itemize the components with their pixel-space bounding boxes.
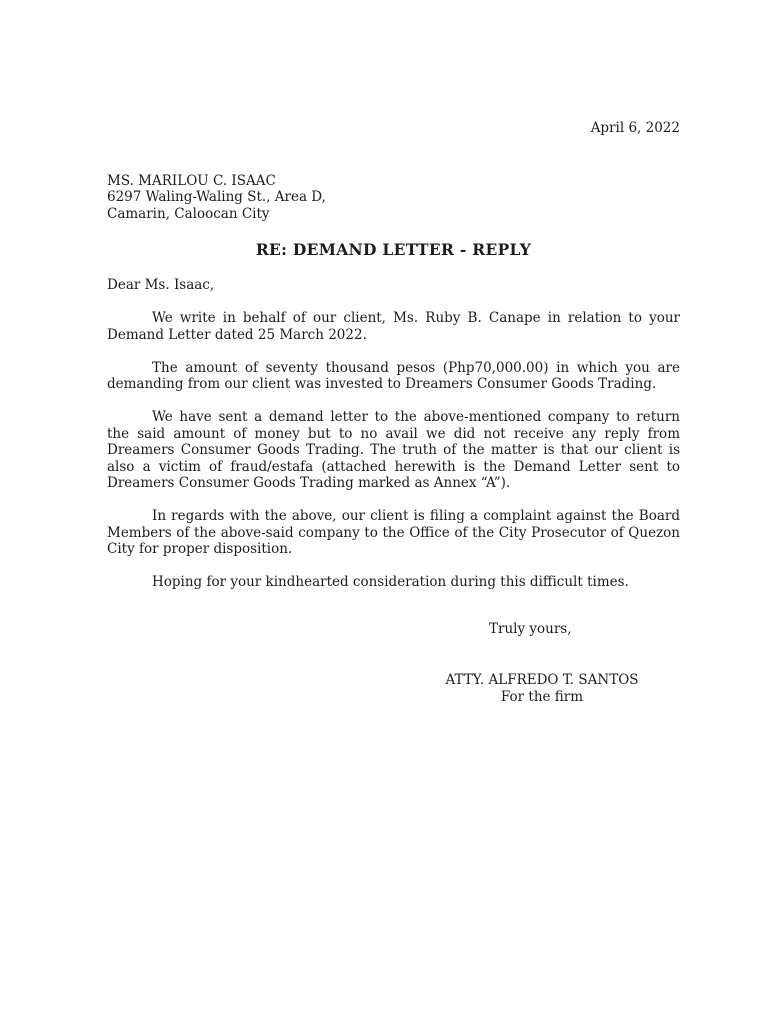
closing: Truly yours,	[489, 620, 572, 637]
recipient-name: MS. MARILOU C. ISAAC	[107, 172, 276, 189]
letter-paragraph: In regards with the above, our client is filing a complaint against the Board Members of the above-said company to the Office of the City Prosecutor of Quezon City for proper disposition.	[107, 508, 680, 557]
signatory-title: For the firm	[500, 688, 584, 705]
letter-content	[107, 0, 680, 705]
salutation: Dear Ms. Isaac,	[107, 277, 215, 293]
letter-date: April 6, 2022	[590, 120, 680, 136]
recipient-address-line-1: 6297 Waling-Waling St., Area D,	[107, 189, 326, 205]
letter-paragraph: We write in behalf of our client, Ms. Ruby B. Canape in relation to your Demand Letter dated 25 March 2022.	[107, 310, 680, 343]
letter-paragraph: We have sent a demand letter to the above-mentioned company to return the said amount of money but to no avail we did not receive any reply from Dreamers Consumer Goods Trading. The truth of the matter is that our client is also a victim of fraud/estafa (attached herewith is the Demand Letter sent to Dreamers Consumer Goods Trading marked as Annex “A”).	[107, 409, 680, 491]
letter-paragraph: The amount of seventy thousand pesos (Php70,000.00) in which you are demanding from our client was invested to Dreamers Consumer Goods Trading.	[107, 359, 680, 392]
recipient-address-line-2: Camarin, Caloocan City	[107, 205, 270, 222]
signatory-name: ATTY. ALFREDO T. SANTOS	[445, 672, 639, 688]
subject-line: RE: DEMAND LETTER - REPLY	[255, 240, 532, 259]
signature-block	[437, 672, 647, 705]
recipient-block	[107, 173, 680, 223]
letter-paragraph: Hoping for your kindhearted consideration during this difficult times.	[152, 574, 629, 590]
